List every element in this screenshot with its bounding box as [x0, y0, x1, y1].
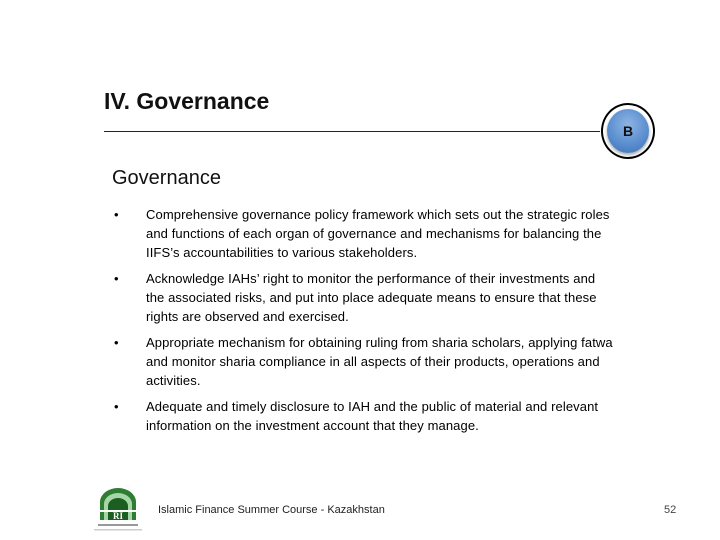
page-number: 52: [664, 504, 677, 516]
footer-text: Islamic Finance Summer Course - Kazakhstan: [158, 504, 385, 516]
bullet-item: [114, 205, 614, 262]
badge-label: B: [607, 109, 649, 153]
bullet-marker: •: [114, 399, 119, 414]
bullet-marker: •: [114, 271, 119, 286]
bullet-item: [114, 333, 614, 390]
bullet-item: [114, 397, 614, 435]
bullet-text: Adequate and timely disclosure to IAH and the public of material and relevant information on the investment account that they manage.: [146, 399, 599, 433]
institute-logo-icon: [90, 486, 146, 534]
section-badge: [601, 103, 655, 159]
bullet-text: Acknowledge IAHs’ right to monitor the performance of their investments and the associated risks, and put into place adequate means to ensure that these rights are observed and exercised.: [146, 271, 597, 324]
slide-title: IV. Governance: [104, 88, 270, 114]
title-divider: [104, 131, 600, 132]
bullet-text: Comprehensive governance policy framework which sets out the strategic roles and functions of each organ of governance and mechanisms for balancing the IIFS’s accountabilities to various stakeholders.: [146, 207, 610, 260]
bullet-text: Appropriate mechanism for obtaining ruling from sharia scholars, applying fatwa and monitor sharia compliance in all aspects of their products, operations and activities.: [146, 335, 613, 388]
bullet-marker: •: [114, 207, 119, 222]
bullet-list: [114, 205, 614, 442]
bullet-item: [114, 269, 614, 326]
slide-subtitle: Governance: [112, 167, 221, 189]
bullet-marker: •: [114, 335, 119, 350]
svg-text:RI: RI: [112, 511, 124, 521]
